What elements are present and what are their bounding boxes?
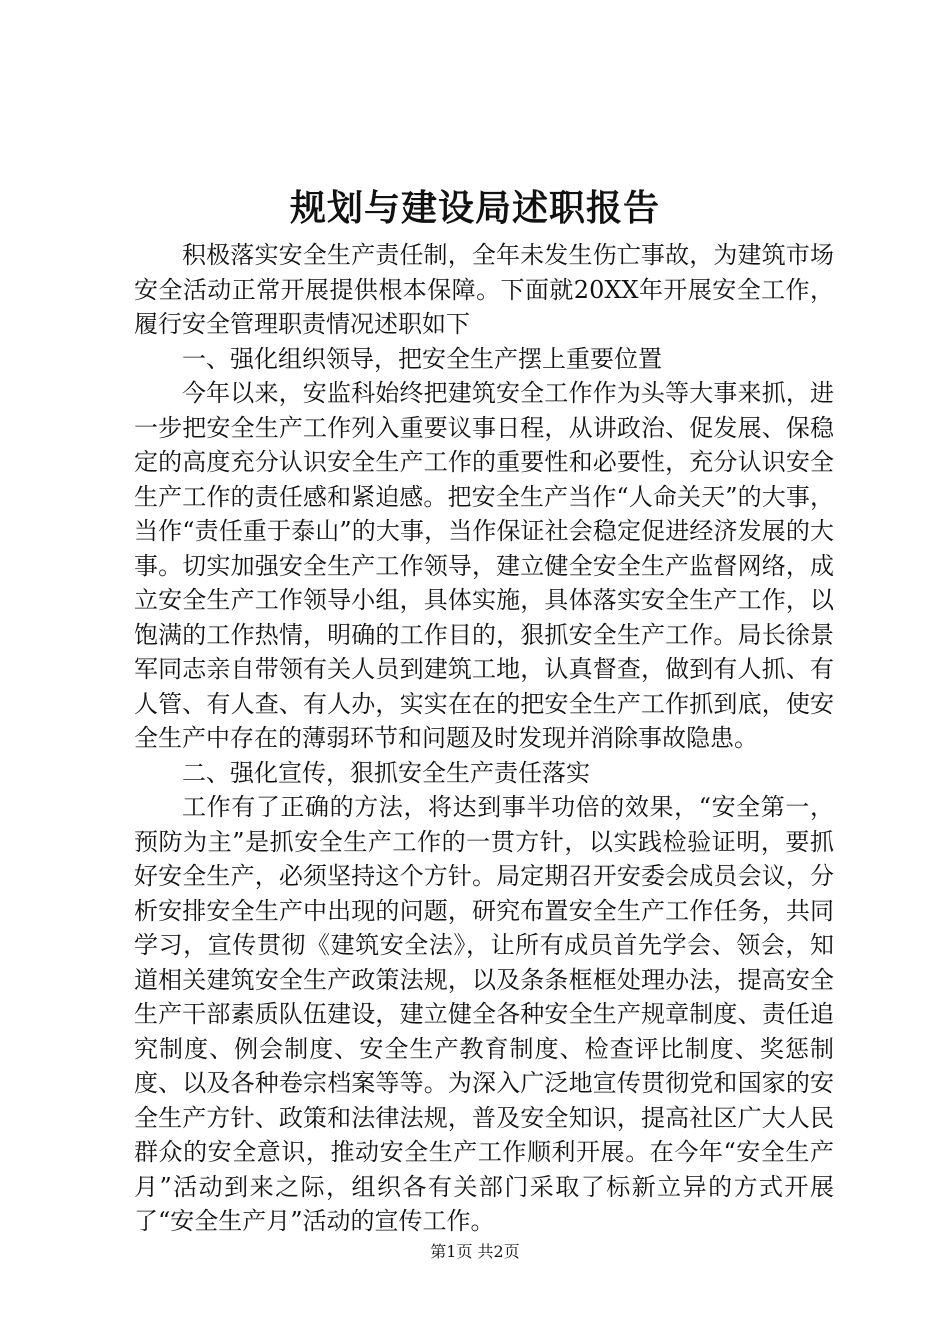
document-body (134, 238, 834, 1239)
section-1-paragraph: 今年以来，安监科始终把建筑安全工作作为头等大事来抓，进一步把安全生产工作列入重要议事日程，从讲政治、促发展、保稳定的高度充分认识安全生产工作的重要性和必要性，充分认识安全生产工作的责任感和紧迫感。把安全生产当作“人命关天”的大事，当作“责任重于泰山”的大事，当作保证社会稳定促进经济发展的大事。切实加强安全生产工作领导，建立健全安全生产监督网络，成立安全生产工作领导小组，具体实施，具体落实安全生产工作，以饱满的工作热情，明确的工作目的，狠抓安全生产工作。局长徐景军同志亲自带领有关人员到建筑工地，认真督查，做到有人抓、有人管、有人查、有人办，实实在在的把安全生产工作抓到底，使安全生产中存在的薄弱环节和问题及时发现并消除事故隐患。 (134, 379, 834, 752)
section-heading-1: 一、强化组织领导，把安全生产摆上重要位置 (182, 344, 662, 373)
intro-paragraph: 积极落实安全生产责任制，全年未发生伤亡事故，为建筑市场安全活动正常开展提供根本保障。下面就20XX年开展安全工作，履行安全管理职责情况述职如下 (134, 241, 834, 338)
section-heading-2: 二、强化宣传，狠抓安全生产责任落实 (182, 758, 590, 787)
section-2-paragraph: 工作有了正确的方法，将达到事半功倍的效果，“安全第一，预防为主”是抓安全生产工作的一贯方针，以实践检验证明，要抓好安全生产，必须坚持这个方针。局定期召开安委会成员会议，分析安排安全生产中出现的问题，研究布置安全生产工作任务，共同学习，宣传贯彻《建筑安全法》，让所有成员首先学会、领会，知道相关建筑安全生产政策法规，以及条条框框处理办法，提高安全生产干部素质队伍建设，建立健全各种安全生产规章制度、责任追究制度、例会制度、安全生产教育制度、检查评比制度、奖惩制度、以及各种卷宗档案等等。为深入广泛地宣传贯彻党和国家的安全生产方针、政策和法律法规，普及安全知识，提高社区广大人民群众的安全意识，推动安全生产工作顺利开展。在今年“安全生产月”活动到来之际，组织各有关部门采取了标新立异的方式开展了“安全生产月”活动的宣传工作。 (134, 793, 834, 1235)
document-title: 规划与建设局述职报告 (289, 187, 660, 229)
page-footer: 第1页 共2页 (430, 1242, 520, 1261)
